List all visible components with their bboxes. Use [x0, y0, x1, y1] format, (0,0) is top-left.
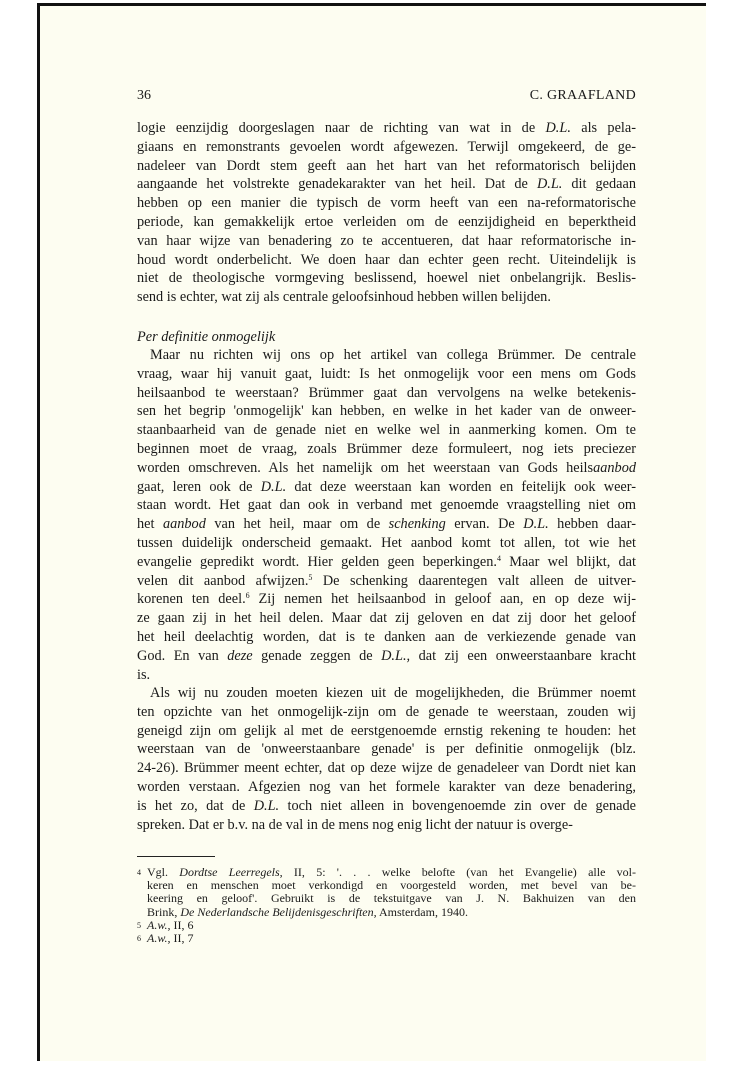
text-line [137, 572, 636, 591]
text-line [137, 609, 636, 628]
italic-text: De Nederlandsche Belijdenisgeschriften, [180, 904, 377, 919]
text-line [137, 157, 636, 176]
italic-text: D.L. [253, 797, 280, 814]
italic-text: schenking [388, 516, 446, 533]
text-line [137, 421, 636, 440]
text-line [137, 365, 636, 384]
text-run: staan wordt. Het gaat dan ook in verband met genoemde vraagstelling niet om [137, 497, 636, 514]
text-run: ervan. De [445, 516, 524, 533]
text-line [137, 138, 636, 157]
text-run: weerstaan van de 'onweerstaanbare genade' is per definitie onmogelijk (blz. [137, 741, 636, 758]
text-line [137, 478, 636, 497]
text-line [137, 515, 636, 534]
italic-text: D.L. [545, 120, 571, 136]
text-line [137, 797, 636, 816]
paragraph-3 [137, 684, 636, 834]
text-run: dit gedaan [562, 176, 636, 193]
text-run: Als wij nu zouden moeten kiezen uit de mogelijkheden, die Brümmer noemt [150, 685, 636, 701]
text-line [137, 496, 636, 515]
footnote-body [147, 866, 636, 919]
italic-text: D.L. [536, 176, 563, 193]
text-run: II, 5: '. . . welke belofte (van het Evangelie) alle vol- [282, 865, 636, 879]
footnote-line [147, 906, 636, 919]
text-run: De schenking daarentegen valt alleen de uitver- [312, 572, 636, 589]
text-run: aangaande het volstrekte genadekarakter van het heil. Dat de [137, 176, 537, 193]
text-line [137, 459, 636, 478]
text-line [137, 684, 636, 703]
text-line [137, 759, 636, 778]
text-run: Zij nemen het heilsaanbod in geloof aan, en op deze wij- [249, 591, 637, 608]
text-line [137, 175, 636, 194]
text-run: staanbaarheid van de genade niet en welke wel in aanmerking komen. Om te [137, 422, 636, 439]
paragraph-1 [137, 119, 636, 307]
text-line [137, 628, 636, 647]
text-line [137, 384, 636, 403]
text-line [137, 553, 636, 572]
italic-text: A.w., [147, 930, 171, 945]
footnote-number: 4 [137, 868, 141, 877]
text-run: spreken. Dat er b.v. na de val in de mens nog enig licht der natuur is overge- [137, 816, 573, 833]
section-heading [137, 328, 636, 347]
text-run: keering en geloof'. Gebruikt is de tekstuitgave van J. N. Bakhuizen van den [147, 891, 636, 906]
italic-text: aanbod [162, 516, 206, 533]
text-run: worden omschreven. Als het namelijk om het weerstaan van Gods heils [137, 459, 594, 476]
text-line [137, 269, 636, 288]
text-run: God. En van [137, 647, 228, 664]
footnotes [137, 866, 636, 945]
text-line [137, 778, 636, 797]
text-run: sen het begrip 'onmogelijk' kan hebben, en welke in het kader van de onweer- [137, 403, 636, 420]
text-line [137, 590, 636, 609]
text-line [137, 251, 636, 270]
footnote-line [147, 919, 636, 932]
text-run: gaat, leren ook de [137, 478, 261, 495]
footnote-body [147, 919, 636, 932]
text-line [137, 119, 636, 138]
text-run: geneigd zijn om gelijk al met de eerstgenoemde ernstig rekening te houden: het [137, 722, 636, 739]
text-run: Brink, [147, 904, 181, 919]
text-line [137, 722, 636, 741]
text-run: evangelie gepredikt wordt. Hier gelden geen beperkingen. [137, 553, 497, 570]
text-run: heilsaanbod te weerstaan? Brümmer gaat dan vervolgens na welke betekenis- [137, 384, 636, 401]
text-run: ten opzichte van het onmogelijk-zijn om de genade te weerstaan, zouden wij [137, 703, 636, 720]
text-run: niet de theologische vormgeving beslissend, hoewel niet onbelangrijk. Beslis- [137, 270, 636, 287]
text-run: velen dit aanbod afwijzen. [137, 572, 309, 589]
italic-text: A.w., [147, 917, 171, 932]
footnote-number: 5 [137, 920, 141, 930]
footnote-number: 6 [137, 933, 141, 943]
text-line [137, 402, 636, 421]
text-line [137, 288, 636, 307]
text-line [137, 213, 636, 232]
text-line [137, 440, 636, 459]
footnote-ref: 5 [308, 572, 313, 582]
footnote-ref: 6 [245, 591, 250, 601]
text-run: houd wordt onderbelicht. We doen haar dan echter geen recht. Uiteindelijk is [137, 251, 636, 268]
text-run: van haar wijze van benadering zo te accentueren, dat haar reformatorische in- [137, 232, 636, 249]
text-run: het [137, 516, 163, 533]
text-run: dat deze weerstaan kan worden en feitelijk ook weer- [286, 478, 636, 495]
text-run: logie eenzijdig doorgeslagen naar de richting van wat in de [137, 120, 546, 136]
italic-text: Dordtse Leerregels, [179, 865, 283, 879]
text-line [137, 194, 636, 213]
text-line [137, 740, 636, 759]
text-run: dat zij een onweerstaanbare kracht [410, 647, 636, 664]
text-line [137, 232, 636, 251]
text-run: 24-26). Brümmer meent echter, dat op deze wijze de genadeleer van Dordt niet kan [137, 760, 636, 777]
footnote-ref: 4 [496, 553, 501, 563]
text-run: Maar nu richten wij ons op het artikel van collega Brümmer. De centrale [150, 347, 636, 363]
page-number: 36 [137, 88, 151, 103]
text-run: van het heil, maar om de [205, 516, 389, 533]
text-run: als pela- [570, 120, 636, 136]
text-run: is. [137, 666, 151, 683]
footnote [137, 932, 636, 945]
text-run: korenen ten deel. [137, 591, 246, 608]
text-line [137, 647, 636, 666]
text-run: periode, kan gemakkelijk ertoe verleiden om de eenzijdigheid en beperktheid [137, 213, 636, 230]
paragraph-2 [137, 346, 636, 684]
text-run: is het zo, dat de [137, 797, 254, 814]
italic-text: D.L. [523, 516, 549, 533]
text-line [137, 346, 636, 365]
scan-edge-left [37, 3, 40, 1061]
text-run: Maar wel blijkt, dat [500, 553, 636, 570]
footnote-line [147, 932, 636, 945]
text-run: hebben daar- [548, 516, 637, 533]
italic-text: D.L. [260, 478, 287, 495]
italic-text: aanbod [593, 459, 636, 476]
text-line [137, 534, 636, 553]
footnote-separator [137, 856, 215, 857]
running-head-author: C. GRAAFLAND [529, 88, 636, 103]
text-run: II, 7 [170, 930, 194, 945]
text-run: hebben op een manier die typisch de vorm heeft van een na-reformatorische [137, 195, 636, 212]
text-run: toch niet alleen in bovengenoemde zin over de genade [279, 797, 636, 814]
text-line [137, 816, 636, 835]
italic-text: D.L., [381, 647, 411, 664]
text-run: send is echter, wat zij als centrale geloofsinhoud hebben willen belijden. [137, 289, 551, 306]
text-run: het heil deelachtig worden, dat is te danken aan de verkiezende genade van [137, 628, 636, 645]
text-run: Vgl. [147, 865, 180, 879]
text-run: giaans en remonstrants gevoelen wordt afgewezen. Terwijl omgekeerd, de ge- [137, 138, 636, 155]
text-run: nadeleer van Dordt stem geeft aan het hart van het reformatorisch belijden [137, 157, 636, 174]
text-run: worden verstaan. Afgezien nog van het formele karakter van deze benadering, [137, 778, 636, 795]
text-run: II, 6 [170, 917, 194, 932]
footnote-body [147, 932, 636, 945]
text-run: beginnen moet de vraag, zoals Brümmer deze formuleert, nog iets preciezer [137, 440, 636, 457]
text-line [137, 703, 636, 722]
italic-text: deze [227, 647, 253, 664]
text-run: ze gaan zij in het heil delen. Maar dat zij geloven en dat zij door het geloof [137, 610, 636, 627]
section-heading-text: Per definitie onmogelijk [137, 329, 276, 345]
text-run: vraag, waar hij vanuit gaat, luidt: Is het onmogelijk voor een mens om Gods [137, 365, 636, 382]
text-run: genade zeggen de [252, 647, 382, 664]
text-run: Amsterdam, 1940. [376, 904, 468, 919]
scan-edge-top [39, 3, 706, 6]
text-line [137, 666, 636, 685]
footnote [137, 866, 636, 919]
text-run: tussen duidelijk onderscheid gemaakt. Het aanbod komt tot allen, tot wie het [137, 534, 636, 551]
footnote [137, 919, 636, 932]
text-run: keren en menschen moet verkondigd en voorgesteld worden, met bevel van be- [147, 878, 636, 893]
